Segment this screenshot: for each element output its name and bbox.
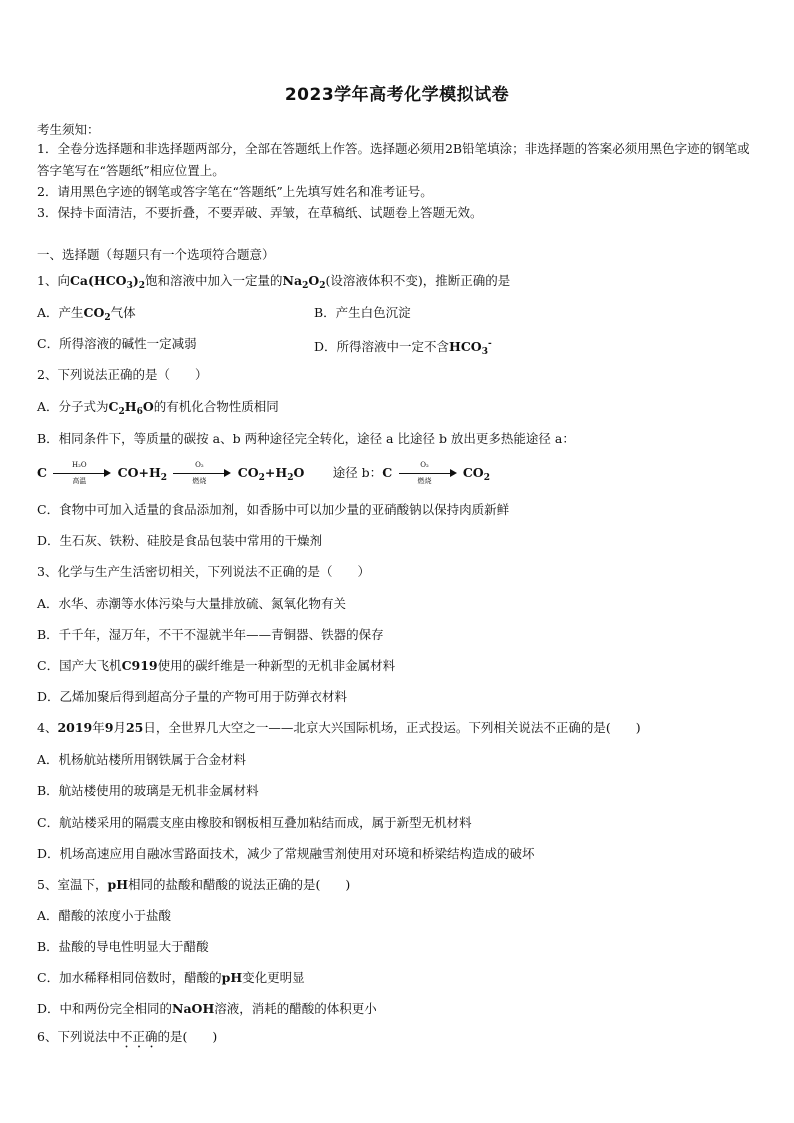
question-5-option-d: D．中和两份完全相同的NaOH溶液，消耗的醋酸的体积更小 xyxy=(37,1001,377,1016)
question-3-option-d: D．乙烯加聚后得到超高分子量的产物可用于防弹衣材料 xyxy=(37,689,348,704)
notice-item-1: 1．全卷分选择题和非选择题两部分，全部在答题纸上作答。选择题必须用2B铅笔填涂；非选择题的答案必须用黑色字迹的钢笔或答字笔写在“答题纸”相应位置上。 xyxy=(37,141,750,178)
question-3-stem: 3、化学与生产生活密切相关，下列说法不正确的是（ ） xyxy=(37,564,370,579)
question-1-option-d: D．所得溶液中一定不含$HCO_3^-$ xyxy=(314,339,492,358)
reaction-arrow-3: O₂ 燃烧 xyxy=(399,467,457,481)
question-3-option-a: A．水华、赤潮等水体污染与大量排放硫、氮氧化物有关 xyxy=(37,596,347,611)
notice-item-2: 2．请用黑色字迹的钢笔或答字笔在“答题纸”上先填写姓名和准考证号。 xyxy=(37,184,433,199)
question-1-option-a: A．产生$CO_2$气体 xyxy=(37,305,136,323)
question-4-option-d: D．机场高速应用自融冰雪路面技术，减少了常规融雪剂使用对环境和桥梁结构造成的破坏 xyxy=(37,846,535,861)
reaction-pathway: C H₂O 高温 $CO+H_2$ O₂ 燃烧 $CO_2+H_2O$ 途径 b：C O₂ 燃烧 $CO_2$ xyxy=(37,460,490,485)
question-5-option-a: A．醋酸的浓度小于盐酸 xyxy=(37,908,172,923)
question-4-stem: 4、2019年9月25日，全世界几大空之一——北京大兴国际机场，正式投运。下列相关说法不正确的是( ) xyxy=(37,720,641,735)
question-2-option-d: D．生石灰、铁粉、硅胶是食品包装中常用的干燥剂 xyxy=(37,533,323,548)
question-2-option-b: B．相同条件下，等质量的碳按 a、b 两种途径完全转化，途径 a 比途径 b 放出更多热能途径 a： xyxy=(37,431,575,446)
page-title: 2023学年高考化学模拟试卷 xyxy=(284,85,510,105)
reaction-arrow-1: H₂O 高温 xyxy=(53,467,111,481)
question-4-option-a: A．机杨航站楼所用钢铁属于合金材料 xyxy=(37,752,247,767)
question-1-stem: 1、向$Ca(HCO_3)_2$饱和溶液中加入一定量的$Na_2O_2$(设溶液体积不变)，推断正确的是 xyxy=(37,273,511,291)
question-4-option-c: C．航站楼采用的隔震支座由橡胶和钢板相互叠加粘结而成，属于新型无机材料 xyxy=(37,815,472,830)
question-1-option-c: C．所得溶液的碱性一定减弱 xyxy=(37,336,197,351)
question-5-stem: 5、室温下，pH相同的盐酸和醋酸的说法正确的是( ) xyxy=(37,877,351,892)
question-2-option-c: C．食物中可加入适量的食品添加剂，如香肠中可以加少量的亚硝酸钠以保持肉质新鲜 xyxy=(37,502,510,517)
question-3-option-c: C．国产大飞机C919使用的碳纤维是一种新型的无机非金属材料 xyxy=(37,658,396,673)
question-3-option-b: B．千千年，湿万年，不干不湿就半年——青铜器、铁器的保存 xyxy=(37,627,384,642)
question-1-option-b: B．产生白色沉淀 xyxy=(314,305,411,320)
question-5-option-c: C．加水稀释相同倍数时，醋酸的pH变化更明显 xyxy=(37,970,305,985)
reaction-arrow-2: O₂ 燃烧 xyxy=(173,467,231,481)
question-5-option-b: B．盐酸的导电性明显大于醋酸 xyxy=(37,939,209,954)
question-2-option-a: A．分子式为$C_2H_6O$的有机化合物性质相同 xyxy=(37,399,279,417)
question-4-option-b: B．航站楼使用的玻璃是无机非金属材料 xyxy=(37,783,259,798)
question-2-stem: 2、下列说法正确的是（ ） xyxy=(37,367,208,382)
section-heading: 一、选择题（每题只有一个选项符合题意） xyxy=(37,247,275,262)
notice-heading: 考生须知： xyxy=(37,122,100,137)
notice-item-3: 3．保持卡面清洁，不要折叠，不要弄破、弄皱，在草稿纸、试题卷上答题无效。 xyxy=(37,205,483,220)
question-6-stem: 6、下列说法中不正确的是( ) xyxy=(37,1029,218,1044)
